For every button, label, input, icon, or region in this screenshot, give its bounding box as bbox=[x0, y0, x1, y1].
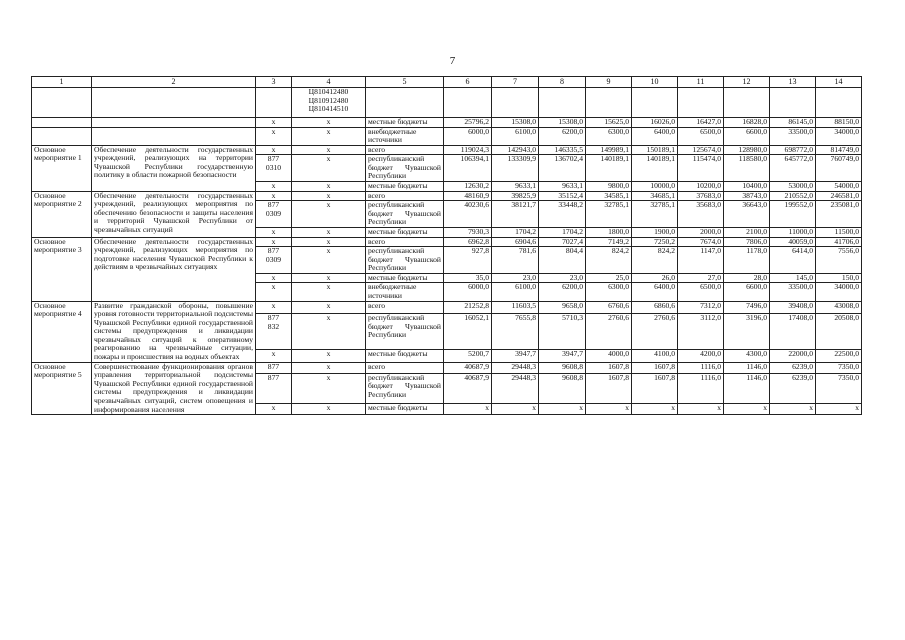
value-cell: 40687,9 bbox=[444, 373, 492, 404]
value-cell: 5710,3 bbox=[539, 314, 586, 350]
value-cell: 7149,2 bbox=[586, 237, 632, 247]
value-cell: 145,0 bbox=[770, 273, 816, 283]
value-cell: 27,0 bbox=[678, 273, 724, 283]
value-cell: 140189,1 bbox=[632, 155, 678, 182]
column-3-cell: 877 0310 bbox=[256, 155, 292, 182]
value-cell: 140189,1 bbox=[586, 155, 632, 182]
column-3-cell: x bbox=[256, 273, 292, 283]
value-cell: 6200,0 bbox=[539, 127, 586, 145]
budget-code: Ц810912480 bbox=[308, 95, 349, 105]
value-cell: 136702,4 bbox=[539, 155, 586, 182]
value-cell: 53000,0 bbox=[770, 182, 816, 192]
value-cell: 15308,0 bbox=[492, 118, 539, 128]
value-cell: 6962,8 bbox=[444, 237, 492, 247]
value-cell: 149989,1 bbox=[586, 145, 632, 155]
column-4-cell: x bbox=[292, 373, 366, 404]
value-cell: 118580,0 bbox=[724, 155, 770, 182]
budget-code: Ц810412480 bbox=[308, 87, 349, 96]
value-cell: x bbox=[816, 404, 862, 415]
value-cell: 1607,8 bbox=[632, 362, 678, 373]
value-cell: 3947,7 bbox=[539, 349, 586, 362]
empty-cell bbox=[586, 88, 632, 118]
value-cell: 6239,0 bbox=[770, 373, 816, 404]
value-cell: x bbox=[492, 404, 539, 415]
value-cell: 2760,6 bbox=[586, 314, 632, 350]
value-cell: 20508,0 bbox=[816, 314, 862, 350]
event-description: Обеспечение деятельности государственных учреждений, реализующих на территории Чувашской Республики государственную политику в области пожарной безопасности bbox=[92, 145, 256, 191]
header-cell: 13 bbox=[770, 77, 816, 88]
value-cell: 9608,8 bbox=[539, 373, 586, 404]
column-4-cell: x bbox=[292, 273, 366, 283]
value-cell: 33448,2 bbox=[539, 201, 586, 228]
empty-cell bbox=[92, 127, 256, 145]
value-cell: 32785,1 bbox=[586, 201, 632, 228]
column-3-cell: x bbox=[256, 227, 292, 237]
value-cell: 38121,7 bbox=[492, 201, 539, 228]
empty-cell bbox=[632, 88, 678, 118]
value-cell: 1704,2 bbox=[539, 227, 586, 237]
table-row bbox=[32, 237, 862, 247]
header-cell: 7 bbox=[492, 77, 539, 88]
value-cell: 40230,6 bbox=[444, 201, 492, 228]
value-cell: 1900,0 bbox=[632, 227, 678, 237]
value-cell: 23,0 bbox=[492, 273, 539, 283]
value-cell: 6500,0 bbox=[678, 127, 724, 145]
column-3-cell: x bbox=[256, 191, 292, 201]
value-cell: 7674,0 bbox=[678, 237, 724, 247]
column-3-cell: x bbox=[256, 404, 292, 415]
value-cell: 33500,0 bbox=[770, 127, 816, 145]
table-row bbox=[32, 127, 862, 145]
value-cell: 16052,1 bbox=[444, 314, 492, 350]
column-3-cell: x bbox=[256, 301, 292, 314]
value-cell: 16026,0 bbox=[632, 118, 678, 128]
value-cell: 29448,3 bbox=[492, 362, 539, 373]
value-cell: 6300,0 bbox=[586, 283, 632, 301]
value-cell: 6200,0 bbox=[539, 283, 586, 301]
value-cell: 26,0 bbox=[632, 273, 678, 283]
value-cell: 1146,0 bbox=[724, 362, 770, 373]
funding-source: местные бюджеты bbox=[366, 349, 444, 362]
value-cell: 1147,0 bbox=[678, 247, 724, 274]
empty-cell bbox=[724, 88, 770, 118]
value-cell: 6500,0 bbox=[678, 283, 724, 301]
value-cell: 39825,9 bbox=[492, 191, 539, 201]
column-4-cell: x bbox=[292, 182, 366, 192]
value-cell: 33500,0 bbox=[770, 283, 816, 301]
column-3-cell: 877 0309 bbox=[256, 201, 292, 228]
value-cell: 4100,0 bbox=[632, 349, 678, 362]
value-cell: 804,4 bbox=[539, 247, 586, 274]
table-row bbox=[32, 88, 862, 118]
empty-cell bbox=[32, 127, 92, 145]
column-4-cell: x bbox=[292, 314, 366, 350]
value-cell: 1178,0 bbox=[724, 247, 770, 274]
value-cell: 88150,0 bbox=[816, 118, 862, 128]
value-cell: 115474,0 bbox=[678, 155, 724, 182]
value-cell: 35152,4 bbox=[539, 191, 586, 201]
column-3-cell: 877 bbox=[256, 362, 292, 373]
value-cell: 6600,0 bbox=[724, 127, 770, 145]
header-cell: 1 bbox=[32, 77, 92, 88]
value-cell: 150,0 bbox=[816, 273, 862, 283]
value-cell: 2100,0 bbox=[724, 227, 770, 237]
empty-cell bbox=[492, 88, 539, 118]
value-cell: 7350,0 bbox=[816, 362, 862, 373]
value-cell: x bbox=[586, 404, 632, 415]
funding-source: местные бюджеты bbox=[366, 273, 444, 283]
column-4-cell: x bbox=[292, 191, 366, 201]
value-cell: 6860,6 bbox=[632, 301, 678, 314]
value-cell: 34585,1 bbox=[586, 191, 632, 201]
value-cell: 1704,2 bbox=[492, 227, 539, 237]
value-cell: 142943,0 bbox=[492, 145, 539, 155]
funding-source: республиканский бюджет Чувашской Республики bbox=[366, 314, 444, 350]
column-3-cell: x bbox=[256, 182, 292, 192]
column-3-cell: 877 bbox=[256, 373, 292, 404]
value-cell: 7250,2 bbox=[632, 237, 678, 247]
header-cell: 14 bbox=[816, 77, 862, 88]
funding-source: всего bbox=[366, 145, 444, 155]
budget-code: Ц810414510 bbox=[308, 104, 349, 114]
value-cell: 4000,0 bbox=[586, 349, 632, 362]
column-4-cell: x bbox=[292, 227, 366, 237]
column-3-cell: x bbox=[256, 118, 292, 128]
value-cell: 6414,0 bbox=[770, 247, 816, 274]
event-name: Основное мероприятие 2 bbox=[32, 191, 92, 237]
value-cell: 3112,0 bbox=[678, 314, 724, 350]
funding-source: местные бюджеты bbox=[366, 404, 444, 415]
value-cell: 86145,0 bbox=[770, 118, 816, 128]
empty-cell bbox=[444, 88, 492, 118]
empty-cell bbox=[32, 88, 92, 118]
value-cell: 38743,0 bbox=[724, 191, 770, 201]
value-cell: 34685,1 bbox=[632, 191, 678, 201]
value-cell: 17408,0 bbox=[770, 314, 816, 350]
event-description: Обеспечение деятельности государственных учреждений, реализующих мероприятия по подготовке населения Чувашской Республики к действиям в чрезвычайных ситуациях bbox=[92, 237, 256, 301]
value-cell: 106394,1 bbox=[444, 155, 492, 182]
event-name: Основное мероприятие 3 bbox=[32, 237, 92, 301]
value-cell: 22000,0 bbox=[770, 349, 816, 362]
value-cell: 2000,0 bbox=[678, 227, 724, 237]
value-cell: 1146,0 bbox=[724, 373, 770, 404]
value-cell: 150189,1 bbox=[632, 145, 678, 155]
event-description: Совершенствование функционирования органов управления территориальной подсистемы Чувашской Республики единой государственной системы предупреждения и ликвидации чрезвычайных ситуаций, систем оповещения и информирования населения bbox=[92, 362, 256, 414]
funding-source: всего bbox=[366, 237, 444, 247]
value-cell: 927,8 bbox=[444, 247, 492, 274]
value-cell: 4200,0 bbox=[678, 349, 724, 362]
page-number: 7 bbox=[449, 55, 456, 67]
column-3-cell: x bbox=[256, 283, 292, 301]
value-cell: 7556,0 bbox=[816, 247, 862, 274]
section-code: 0310 bbox=[265, 162, 282, 172]
section-code: 0309 bbox=[265, 208, 282, 218]
value-cell: 6760,6 bbox=[586, 301, 632, 314]
value-cell: 28,0 bbox=[724, 273, 770, 283]
empty-cell bbox=[32, 118, 92, 128]
value-cell: 25796,2 bbox=[444, 118, 492, 128]
value-cell: 645772,0 bbox=[770, 155, 816, 182]
value-cell: x bbox=[724, 404, 770, 415]
column-4-cell: x bbox=[292, 155, 366, 182]
table-row bbox=[32, 191, 862, 201]
value-cell: 11000,0 bbox=[770, 227, 816, 237]
value-cell: 824,2 bbox=[586, 247, 632, 274]
value-cell: 23,0 bbox=[539, 273, 586, 283]
empty-cell bbox=[678, 88, 724, 118]
empty-cell bbox=[256, 88, 292, 118]
value-cell: 7655,8 bbox=[492, 314, 539, 350]
value-cell: 10200,0 bbox=[678, 182, 724, 192]
empty-cell bbox=[92, 88, 256, 118]
event-name: Основное мероприятие 1 bbox=[32, 145, 92, 191]
value-cell: 10000,0 bbox=[632, 182, 678, 192]
value-cell: 760749,0 bbox=[816, 155, 862, 182]
column-4-cell: x bbox=[292, 118, 366, 128]
column-3-cell: x bbox=[256, 145, 292, 155]
value-cell: 40687,9 bbox=[444, 362, 492, 373]
value-cell: 43008,0 bbox=[816, 301, 862, 314]
header-row bbox=[32, 77, 862, 88]
value-cell: 1607,8 bbox=[586, 373, 632, 404]
column-4-cell: x bbox=[292, 301, 366, 314]
value-cell: 35683,0 bbox=[678, 201, 724, 228]
funding-source: всего bbox=[366, 362, 444, 373]
value-cell: 9800,0 bbox=[586, 182, 632, 192]
funding-source: республиканский бюджет Чувашской Республики bbox=[366, 247, 444, 274]
event-description: Обеспечение деятельности государственных учреждений, реализующих мероприятия по обеспечению безопасности и защиты населения и территорий Чувашской Республики от чрезвычайных ситуаций bbox=[92, 191, 256, 237]
column-4-cell: x bbox=[292, 127, 366, 145]
value-cell: 246581,0 bbox=[816, 191, 862, 201]
funding-source: внебюджетные источники bbox=[366, 127, 444, 145]
value-cell: 7806,0 bbox=[724, 237, 770, 247]
value-cell: x bbox=[678, 404, 724, 415]
value-cell: 6600,0 bbox=[724, 283, 770, 301]
value-cell: 6000,0 bbox=[444, 283, 492, 301]
event-description: Развитие гражданской обороны, повышение уровня готовности территориальной подсистемы Чувашской Республики единой государственной системы предупреждения и ликвидации чрезвычайных ситуаций к оперативному реагированию на чрезвычайные ситуации, пожары и происшествия на водных объектах bbox=[92, 301, 256, 362]
value-cell: x bbox=[444, 404, 492, 415]
header-cell: 9 bbox=[586, 77, 632, 88]
value-cell: 54000,0 bbox=[816, 182, 862, 192]
value-cell: 7350,0 bbox=[816, 373, 862, 404]
value-cell: 9608,8 bbox=[539, 362, 586, 373]
column-4-cell: x bbox=[292, 349, 366, 362]
value-cell: 40059,0 bbox=[770, 237, 816, 247]
header-cell: 8 bbox=[539, 77, 586, 88]
value-cell: 7930,3 bbox=[444, 227, 492, 237]
value-cell: 128980,0 bbox=[724, 145, 770, 155]
event-name: Основное мероприятие 4 bbox=[32, 301, 92, 362]
column-3-cell: x bbox=[256, 349, 292, 362]
value-cell: 7312,0 bbox=[678, 301, 724, 314]
header-cell: 12 bbox=[724, 77, 770, 88]
value-cell: 7496,0 bbox=[724, 301, 770, 314]
value-cell: 11603,5 bbox=[492, 301, 539, 314]
funding-source: республиканский бюджет Чувашской Республики bbox=[366, 201, 444, 228]
column-4-cell: x bbox=[292, 201, 366, 228]
value-cell: 5200,7 bbox=[444, 349, 492, 362]
value-cell: 814749,0 bbox=[816, 145, 862, 155]
value-cell: 119024,3 bbox=[444, 145, 492, 155]
value-cell: 6400,0 bbox=[632, 127, 678, 145]
value-cell: 824,2 bbox=[632, 247, 678, 274]
table-row bbox=[32, 362, 862, 373]
empty-cell bbox=[539, 88, 586, 118]
section-code: 832 bbox=[267, 321, 280, 331]
table-row bbox=[32, 145, 862, 155]
value-cell: 146335,5 bbox=[539, 145, 586, 155]
header-cell: 11 bbox=[678, 77, 724, 88]
funding-source: местные бюджеты bbox=[366, 227, 444, 237]
empty-cell bbox=[92, 118, 256, 128]
column-4-cell: x bbox=[292, 237, 366, 247]
value-cell: 12630,2 bbox=[444, 182, 492, 192]
value-cell: 39408,0 bbox=[770, 301, 816, 314]
value-cell: 25,0 bbox=[586, 273, 632, 283]
header-cell: 4 bbox=[292, 77, 366, 88]
value-cell: 9633,1 bbox=[539, 182, 586, 192]
value-cell: 698772,0 bbox=[770, 145, 816, 155]
value-cell: 1607,8 bbox=[632, 373, 678, 404]
header-cell: 3 bbox=[256, 77, 292, 88]
empty-cell bbox=[816, 88, 862, 118]
value-cell: 35,0 bbox=[444, 273, 492, 283]
value-cell: 199552,0 bbox=[770, 201, 816, 228]
value-cell: x bbox=[539, 404, 586, 415]
value-cell: 1607,8 bbox=[586, 362, 632, 373]
value-cell: 37683,0 bbox=[678, 191, 724, 201]
value-cell: 34000,0 bbox=[816, 127, 862, 145]
value-cell: 16828,0 bbox=[724, 118, 770, 128]
value-cell: 32785,1 bbox=[632, 201, 678, 228]
column-4-cell: x bbox=[292, 362, 366, 373]
funding-source: республиканский бюджет Чувашской Республики bbox=[366, 373, 444, 404]
value-cell: 781,6 bbox=[492, 247, 539, 274]
value-cell: 16427,0 bbox=[678, 118, 724, 128]
budget-table bbox=[31, 76, 862, 415]
value-cell: 235081,0 bbox=[816, 201, 862, 228]
value-cell: 6904,6 bbox=[492, 237, 539, 247]
column-4-cell: x bbox=[292, 404, 366, 415]
value-cell: 6000,0 bbox=[444, 127, 492, 145]
column-3-cell: 877 832 bbox=[256, 314, 292, 350]
value-cell: 2760,6 bbox=[632, 314, 678, 350]
header-cell: 2 bbox=[92, 77, 256, 88]
column-4-cell: x bbox=[292, 283, 366, 301]
value-cell: 6100,0 bbox=[492, 283, 539, 301]
column-3-cell: 877 0309 bbox=[256, 247, 292, 274]
value-cell: 10400,0 bbox=[724, 182, 770, 192]
value-cell: 125674,0 bbox=[678, 145, 724, 155]
column-4-cell: x bbox=[292, 145, 366, 155]
column-3-cell: x bbox=[256, 127, 292, 145]
value-cell: 6100,0 bbox=[492, 127, 539, 145]
code-cell bbox=[292, 88, 366, 118]
header-cell: 6 bbox=[444, 77, 492, 88]
value-cell: 11500,0 bbox=[816, 227, 862, 237]
value-cell: 15625,0 bbox=[586, 118, 632, 128]
value-cell: 9658,0 bbox=[539, 301, 586, 314]
value-cell: 15308,0 bbox=[539, 118, 586, 128]
value-cell: 21252,8 bbox=[444, 301, 492, 314]
funding-source: всего bbox=[366, 191, 444, 201]
value-cell: x bbox=[632, 404, 678, 415]
value-cell: 6239,0 bbox=[770, 362, 816, 373]
value-cell: 1116,0 bbox=[678, 362, 724, 373]
value-cell: 6400,0 bbox=[632, 283, 678, 301]
empty-cell bbox=[366, 88, 444, 118]
funding-source: местные бюджеты bbox=[366, 118, 444, 128]
value-cell: 9633,1 bbox=[492, 182, 539, 192]
column-4-cell: x bbox=[292, 247, 366, 274]
value-cell: 1116,0 bbox=[678, 373, 724, 404]
funding-source: местные бюджеты bbox=[366, 182, 444, 192]
table-row bbox=[32, 301, 862, 314]
section-code: 0309 bbox=[265, 254, 282, 264]
value-cell: 41706,0 bbox=[816, 237, 862, 247]
value-cell: 34000,0 bbox=[816, 283, 862, 301]
value-cell: 36643,0 bbox=[724, 201, 770, 228]
table-row bbox=[32, 118, 862, 128]
value-cell: 3947,7 bbox=[492, 349, 539, 362]
header-cell: 10 bbox=[632, 77, 678, 88]
value-cell: 1800,0 bbox=[586, 227, 632, 237]
funding-source: всего bbox=[366, 301, 444, 314]
value-cell: 29448,3 bbox=[492, 373, 539, 404]
value-cell: x bbox=[770, 404, 816, 415]
header-cell: 5 bbox=[366, 77, 444, 88]
empty-cell bbox=[770, 88, 816, 118]
column-3-cell: x bbox=[256, 237, 292, 247]
funding-source: внебюджетные источники bbox=[366, 283, 444, 301]
value-cell: 133309,9 bbox=[492, 155, 539, 182]
event-name: Основное мероприятие 5 bbox=[32, 362, 92, 414]
value-cell: 4300,0 bbox=[724, 349, 770, 362]
value-cell: 22500,0 bbox=[816, 349, 862, 362]
funding-source: республиканский бюджет Чувашской Республики bbox=[366, 155, 444, 182]
value-cell: 7027,4 bbox=[539, 237, 586, 247]
value-cell: 48160,9 bbox=[444, 191, 492, 201]
value-cell: 210552,0 bbox=[770, 191, 816, 201]
value-cell: 6300,0 bbox=[586, 127, 632, 145]
value-cell: 3196,0 bbox=[724, 314, 770, 350]
